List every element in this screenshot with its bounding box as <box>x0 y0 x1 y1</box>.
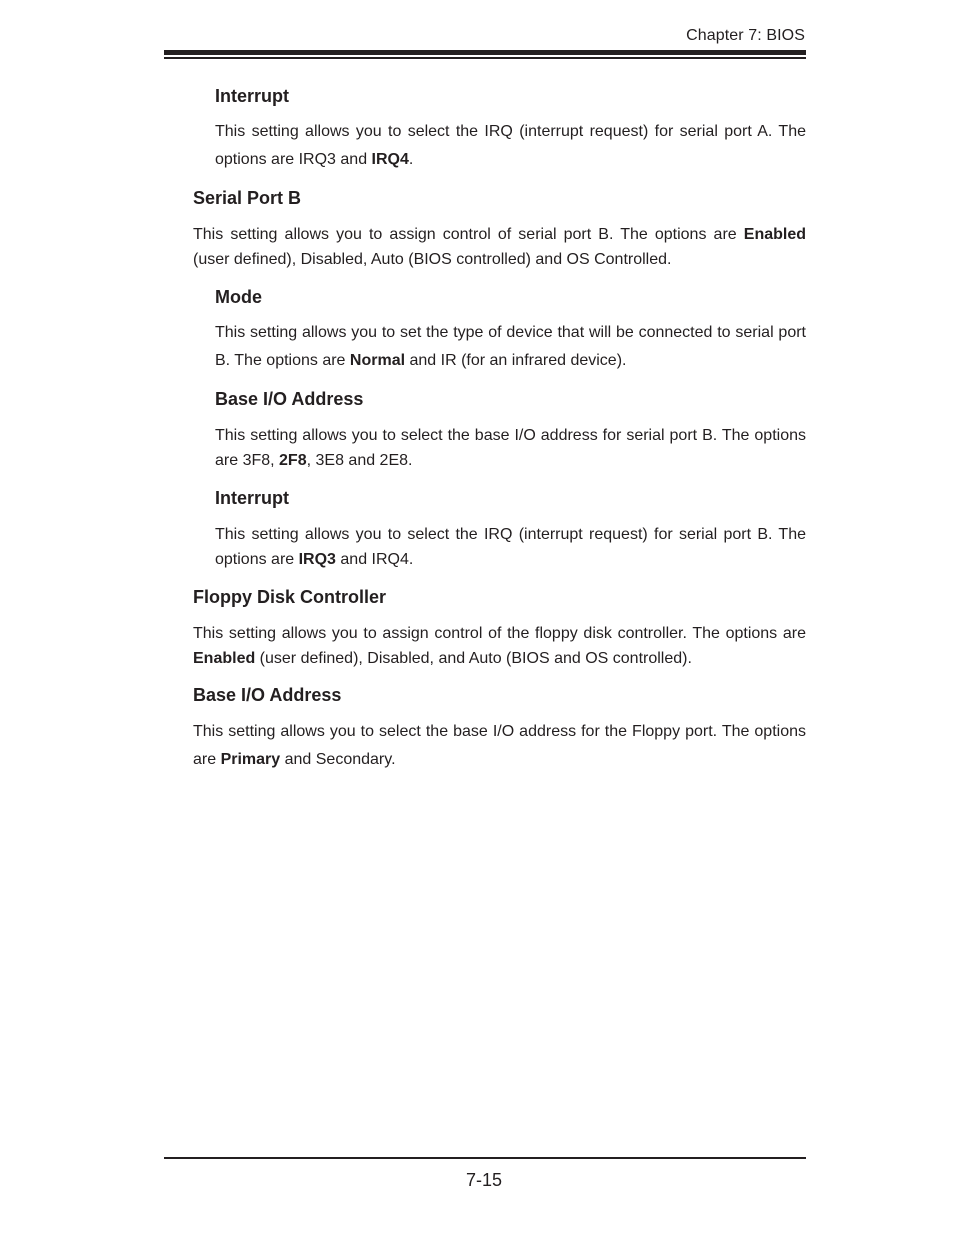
section-body-interrupt-b: This setting allows you to select the IRQ (interrupt request) for serial port B. The options are IRQ3 and IRQ4. <box>215 526 806 568</box>
section-body-base-io-address-floppy: This setting allows you to select the base I/O address for the Floppy port. The options are Primary and Secondary. <box>193 723 806 768</box>
default-option: IRQ3 <box>298 551 336 568</box>
default-option: Enabled <box>193 650 256 667</box>
section-heading-base-io-address-b: Base I/O Address <box>215 389 364 409</box>
section-heading-interrupt-b: Interrupt <box>215 488 289 508</box>
default-option: Primary <box>220 751 281 768</box>
default-option: 2F8 <box>279 452 307 469</box>
default-option: IRQ4 <box>371 151 409 168</box>
section-heading-serial-port-b: Serial Port B <box>193 188 302 208</box>
default-option: Enabled <box>743 226 806 243</box>
section-body-mode: This setting allows you to set the type of device that will be connected to serial port B. The options are Normal and IR (for an infrared device). <box>215 324 806 369</box>
section-body-base-io-address-b: This setting allows you to select the base I/O address for serial port B. The options are 3F8, 2F8, 3E8 and 2E8. <box>215 427 806 469</box>
section-body-serial-port-b: This setting allows you to assign control of serial port B. The options are Enabled (user defined), Disabled, Auto (BIOS controlled) and OS Controlled. <box>193 226 806 268</box>
page-number: 7-15 <box>465 1170 503 1190</box>
chapter-header: Chapter 7: BIOS <box>686 27 805 44</box>
section-heading-floppy-disk-controller: Floppy Disk Controller <box>193 587 387 607</box>
header-rule-thick <box>164 50 806 55</box>
section-body-interrupt-a: This setting allows you to select the IRQ (interrupt request) for serial port A. The options are IRQ3 and IRQ4. <box>215 123 806 168</box>
section-heading-base-io-address-floppy: Base I/O Address <box>193 685 342 705</box>
section-heading-interrupt-a: Interrupt <box>215 86 289 106</box>
default-option: Normal <box>349 352 406 369</box>
section-heading-mode: Mode <box>215 287 262 307</box>
section-body-floppy-disk-controller: This setting allows you to assign control of the floppy disk controller. The options are Enabled (user defined), Disabled, and Auto (BIOS and OS controlled). <box>193 625 806 667</box>
header-rule-thin <box>164 57 806 59</box>
footer-rule <box>164 1157 806 1159</box>
